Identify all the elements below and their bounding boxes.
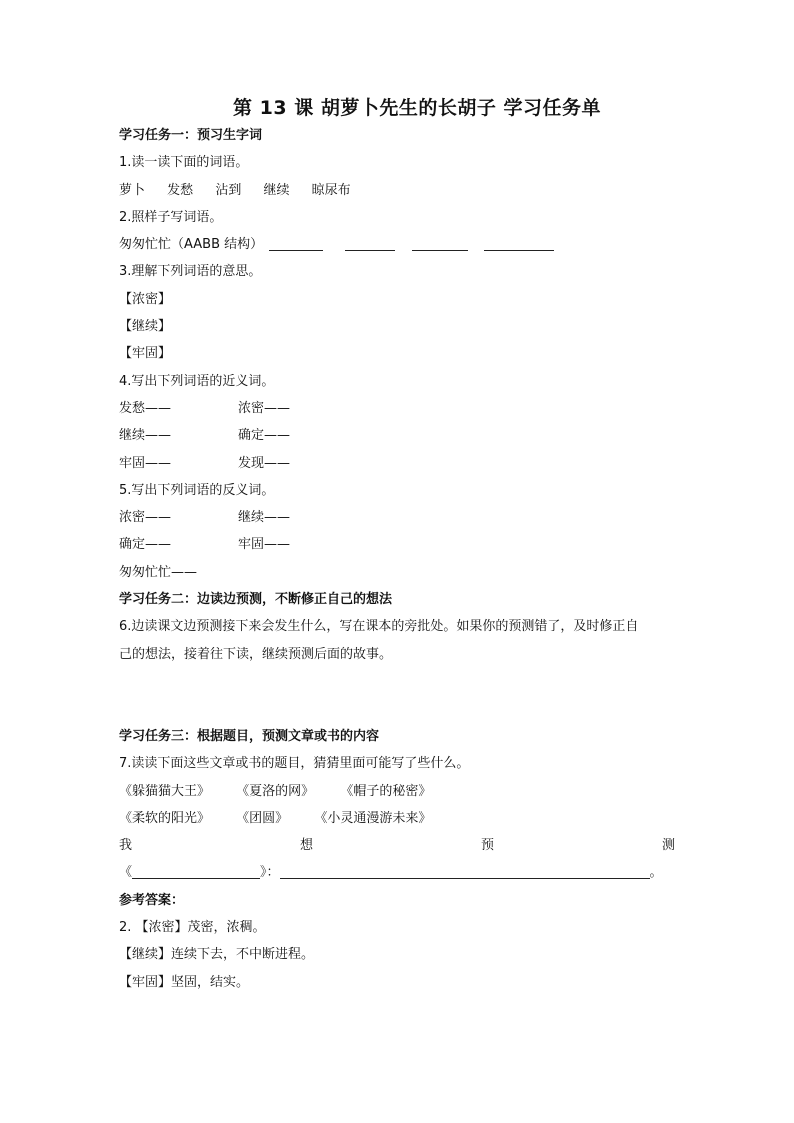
term-item: 【浓密】 (119, 291, 172, 307)
antonym-row (119, 531, 675, 558)
antonym-prompt: 浓密—— (119, 510, 172, 526)
close-quote-colon: 》： (260, 865, 280, 881)
synonym-prompt: 牢固—— (119, 455, 172, 471)
book-title: 《帽子的秘密》 (340, 783, 432, 799)
word-item: 发愁 (167, 182, 194, 198)
question-2: 2.照样子写词语。 (119, 209, 223, 225)
worksheet-content (119, 94, 675, 996)
antonym-prompt: 继续—— (238, 510, 291, 526)
example-word: 匆匆忙忙（AABB 结构） (119, 237, 264, 253)
book-title-blank[interactable] (132, 862, 260, 879)
word-item: 继续 (263, 182, 290, 198)
end-period: 。 (649, 865, 663, 881)
question-6-line: 己的想法，接着往下读，继续预测后面的故事。 (119, 646, 393, 662)
book-title: 《小灵通漫游未来》 (314, 810, 432, 826)
prediction-blank[interactable] (280, 862, 650, 879)
antonym-prompt: 确定—— (119, 537, 172, 553)
word-item: 沾到 (215, 182, 242, 198)
word-list (119, 177, 675, 204)
antonym-prompt: 匆匆忙忙—— (119, 564, 198, 580)
book-titles-row (119, 805, 675, 832)
word-item: 萝卜 (119, 182, 146, 198)
synonym-prompt: 继续—— (119, 428, 172, 444)
synonym-prompt: 发愁—— (119, 400, 172, 416)
synonym-prompt: 确定—— (238, 428, 291, 444)
prediction-answer-row (119, 859, 675, 886)
question-1: 1.读一读下面的词语。 (119, 155, 249, 171)
question-7: 7.读读下面这些文章或书的题目，猜猜里面可能写了些什么。 (119, 756, 470, 772)
prediction-word: 测 (661, 838, 675, 854)
answer-line: 【牢固】坚固，结实。 (119, 974, 250, 990)
answers-heading: 参考答案： (119, 892, 185, 908)
answer-blank[interactable] (484, 234, 554, 251)
question-6-line: 6.边读课文边预测接下来会发生什么，写在课本的旁批处。如果你的预测错了，及时修正自 (119, 619, 639, 635)
page-title: 第 13 课 胡萝卜先生的长胡子 学习任务单 (233, 97, 601, 119)
prediction-sentence (119, 832, 675, 859)
book-title: 《夏洛的网》 (236, 783, 315, 799)
synonym-prompt: 发现—— (238, 455, 291, 471)
question-3: 3.理解下列词语的意思。 (119, 264, 262, 280)
prediction-word: 我 (119, 838, 133, 854)
answer-line: 【继续】连续下去，不中断进程。 (119, 947, 315, 963)
answer-blank[interactable] (269, 234, 323, 251)
question-2-example-row (119, 231, 675, 258)
antonym-prompt: 牢固—— (238, 537, 291, 553)
book-title: 《躲猫猫大王》 (119, 783, 211, 799)
answer-blank[interactable] (345, 234, 395, 251)
book-title: 《团圆》 (236, 810, 289, 826)
task3-heading: 学习任务三：根据题目，预测文章或书的内容 (119, 728, 380, 744)
term-item: 【继续】 (119, 319, 172, 335)
task2-heading: 学习任务二：边读边预测，不断修正自己的想法 (119, 592, 393, 608)
book-title: 《柔软的阳光》 (119, 810, 211, 826)
synonym-row (119, 422, 675, 449)
answer-blank[interactable] (412, 234, 468, 251)
word-item: 晾尿布 (311, 182, 351, 198)
prediction-word: 预 (480, 838, 494, 854)
book-titles-row (119, 778, 675, 805)
open-quote: 《 (119, 865, 133, 881)
answer-line: 2. 【浓密】茂密，浓稠。 (119, 920, 266, 936)
question-5: 5.写出下列词语的反义词。 (119, 482, 275, 498)
term-item: 【牢固】 (119, 346, 172, 362)
question-4: 4.写出下列词语的近义词。 (119, 373, 275, 389)
synonym-prompt: 浓密—— (238, 400, 291, 416)
task1-heading: 学习任务一：预习生字词 (119, 128, 263, 143)
prediction-word: 想 (299, 838, 313, 854)
spacer (119, 668, 675, 723)
antonym-row (119, 504, 675, 531)
synonym-row (119, 395, 675, 422)
synonym-row (119, 450, 675, 477)
